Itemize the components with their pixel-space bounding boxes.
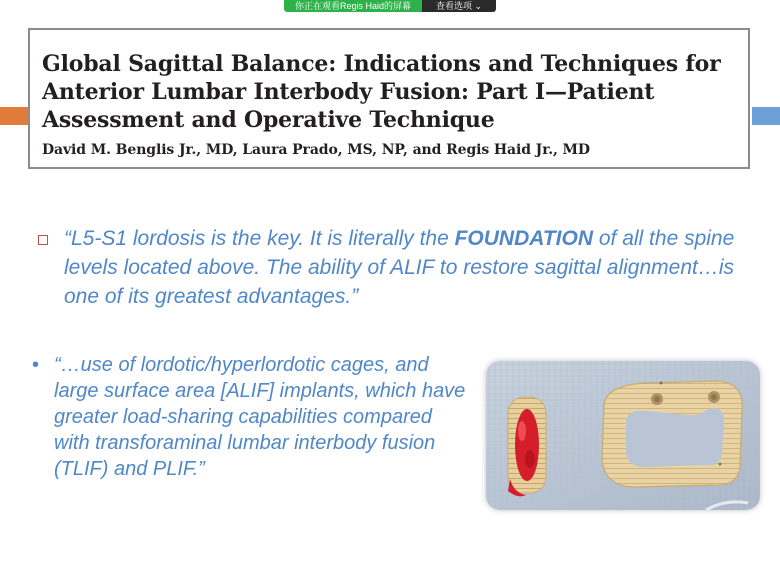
alif-cage-graphic bbox=[602, 381, 742, 487]
slide-accent-left bbox=[0, 107, 28, 125]
screen-share-status: 你正在观看Regis Haid的屏幕 bbox=[284, 0, 422, 12]
quote-implants bbox=[32, 352, 472, 482]
quote-foundation-text bbox=[64, 224, 756, 311]
quote-foundation-emphasis: FOUNDATION bbox=[454, 227, 594, 250]
implant-photo bbox=[486, 361, 760, 510]
tlif-cage-graphic bbox=[508, 397, 546, 496]
quote-foundation-after: of all the spine levels located above. The ability of ALIF to restore sagittal alignment…is one of its greatest advantages.” bbox=[64, 227, 735, 308]
quote-foundation bbox=[36, 224, 756, 311]
paper-header-box bbox=[28, 28, 750, 169]
quote-foundation-before: “L5-S1 lordosis is the key. It is literally the bbox=[64, 227, 455, 250]
paper-authors: David M. Benglis Jr., MD, Laura Prado, MS, NP, and Regis Haid Jr., MD bbox=[42, 142, 590, 158]
view-options-button[interactable] bbox=[422, 0, 496, 12]
implant-photo-graphic bbox=[486, 361, 760, 510]
dot-bullet-icon: • bbox=[32, 354, 40, 376]
quote-implants-text: “…use of lordotic/hyperlordotic cages, and large surface area [ALIF] implants, which have greater load-sharing capabilities compared with transforaminal lumbar interbody fusion (TLIF) and PLIF.” bbox=[54, 354, 466, 480]
screen-share-bar bbox=[284, 0, 496, 12]
square-bullet-icon bbox=[38, 235, 48, 245]
paper-title: Global Sagittal Balance: Indications and Techniques for Anterior Lumbar Interbody Fusion: Part I—Patient Assessment and Operative Technique bbox=[42, 51, 721, 133]
view-options-label: 查看选项 bbox=[435, 1, 472, 11]
slide-accent-right bbox=[752, 107, 780, 125]
chevron-down-icon: ⌄ bbox=[474, 1, 483, 11]
